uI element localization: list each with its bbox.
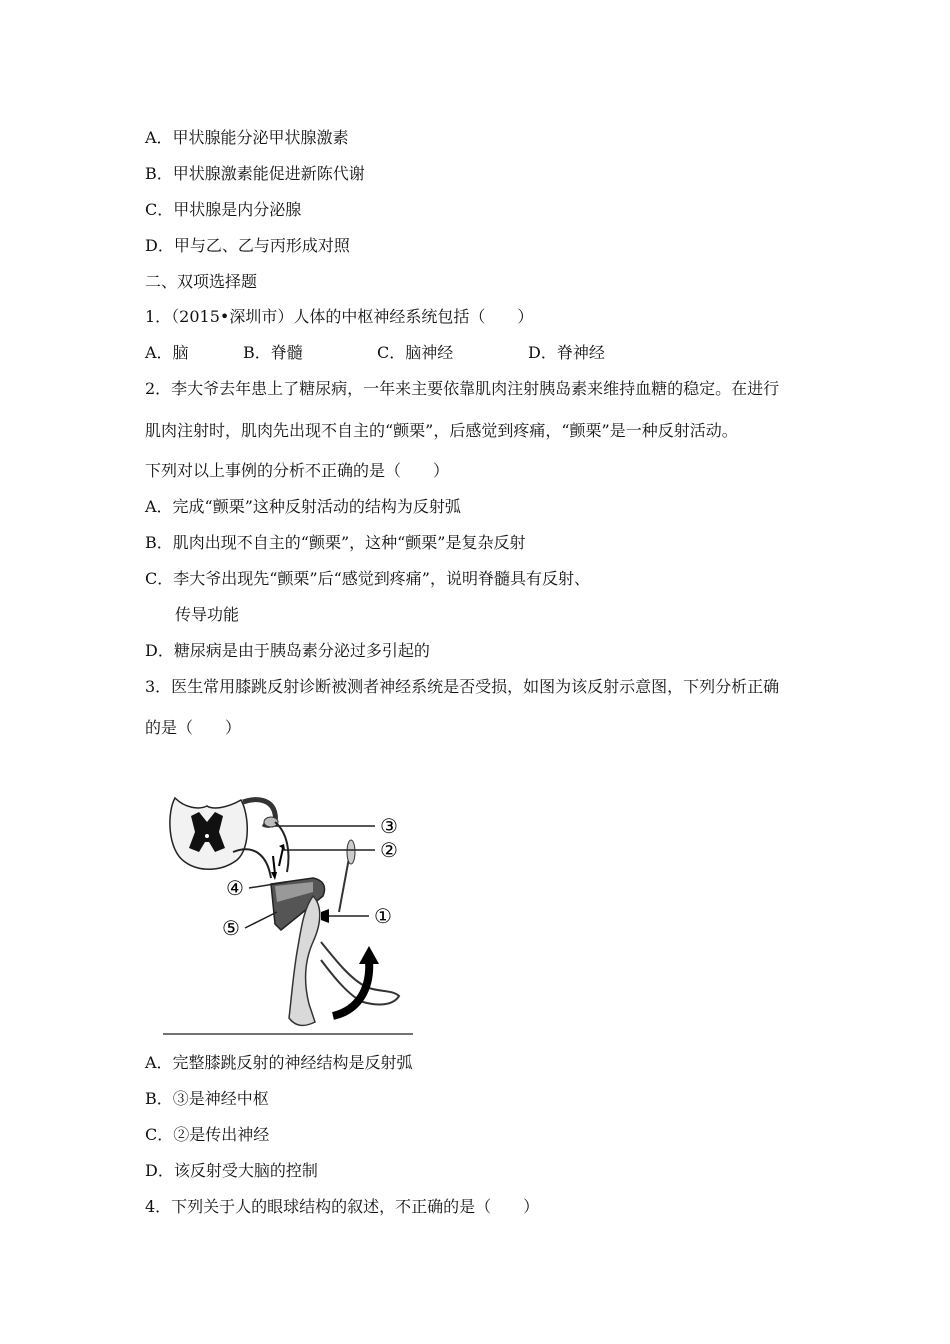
question-2-line-2: 肌肉注射时，肌肉先出现不自主的“颤栗”，后感觉到疼痛，“颤栗”是一种反射活动。: [145, 421, 738, 440]
q2-option-a: A．完成“颤栗”这种反射活动的结构为反射弧: [145, 497, 461, 516]
q3-option-b: B．③是神经中枢: [145, 1089, 269, 1108]
question-2-line-1: 2．李大爷去年患上了糖尿病，一年来主要依靠肌肉注射胰岛素来维持血糖的稳定。在进行: [145, 379, 780, 398]
label-1: ①: [374, 904, 392, 928]
q-prev-option-d: D．甲与乙、乙与丙形成对照: [145, 236, 350, 255]
q1-option-c: C．脑神经: [377, 343, 454, 362]
q2-option-d: D．糖尿病是由于胰岛素分泌过多引起的: [145, 641, 430, 660]
label-4: ④: [226, 876, 244, 900]
question-2-line-3: 下列对以上事例的分析不正确的是（ ）: [145, 461, 450, 480]
q3-option-c: C．②是传出神经: [145, 1125, 270, 1144]
q1-option-d: D．脊神经: [528, 343, 605, 362]
q2-option-c-line-2: 传导功能: [175, 605, 240, 624]
q3-option-a: A．完整膝跳反射的神经结构是反射弧: [145, 1053, 413, 1072]
question-1: 1．（2015•深圳市）人体的中枢神经系统包括（ ）: [145, 307, 534, 326]
q1-option-a: A．脑: [145, 343, 189, 362]
q2-option-b: B．肌肉出现不自主的“颤栗”，这种“颤栗”是复杂反射: [145, 533, 526, 552]
question-4: 4．下列关于人的眼球结构的叙述，不正确的是（ ）: [145, 1197, 540, 1216]
question-3-line-1: 3．医生常用膝跳反射诊断被测者神经系统是否受损，如图为该反射示意图，下列分析正确: [145, 677, 780, 696]
q-prev-option-c: C．甲状腺是内分泌腺: [145, 200, 302, 219]
q1-option-b: B．脊髓: [243, 343, 303, 362]
label-5: ⑤: [222, 916, 240, 940]
q-prev-option-a: A．甲状腺能分泌甲状腺激素: [145, 128, 349, 147]
label-2: ②: [380, 838, 398, 862]
spinal-cord-section: [170, 798, 247, 869]
section-heading: 二、双项选择题: [145, 272, 258, 291]
question-3-line-2: 的是（ ）: [145, 718, 242, 737]
q3-option-d: D．该反射受大脑的控制: [145, 1161, 318, 1180]
knee-reflex-diagram: [163, 792, 413, 1037]
q2-option-c-line-1: C．李大爷出现先“颤栗”后“感觉到疼痛”，说明脊髓具有反射、: [145, 569, 590, 588]
label-3: ③: [380, 814, 398, 838]
question-1-options: [145, 343, 845, 363]
q-prev-option-b: B．甲状腺激素能促进新陈代谢: [145, 164, 365, 183]
